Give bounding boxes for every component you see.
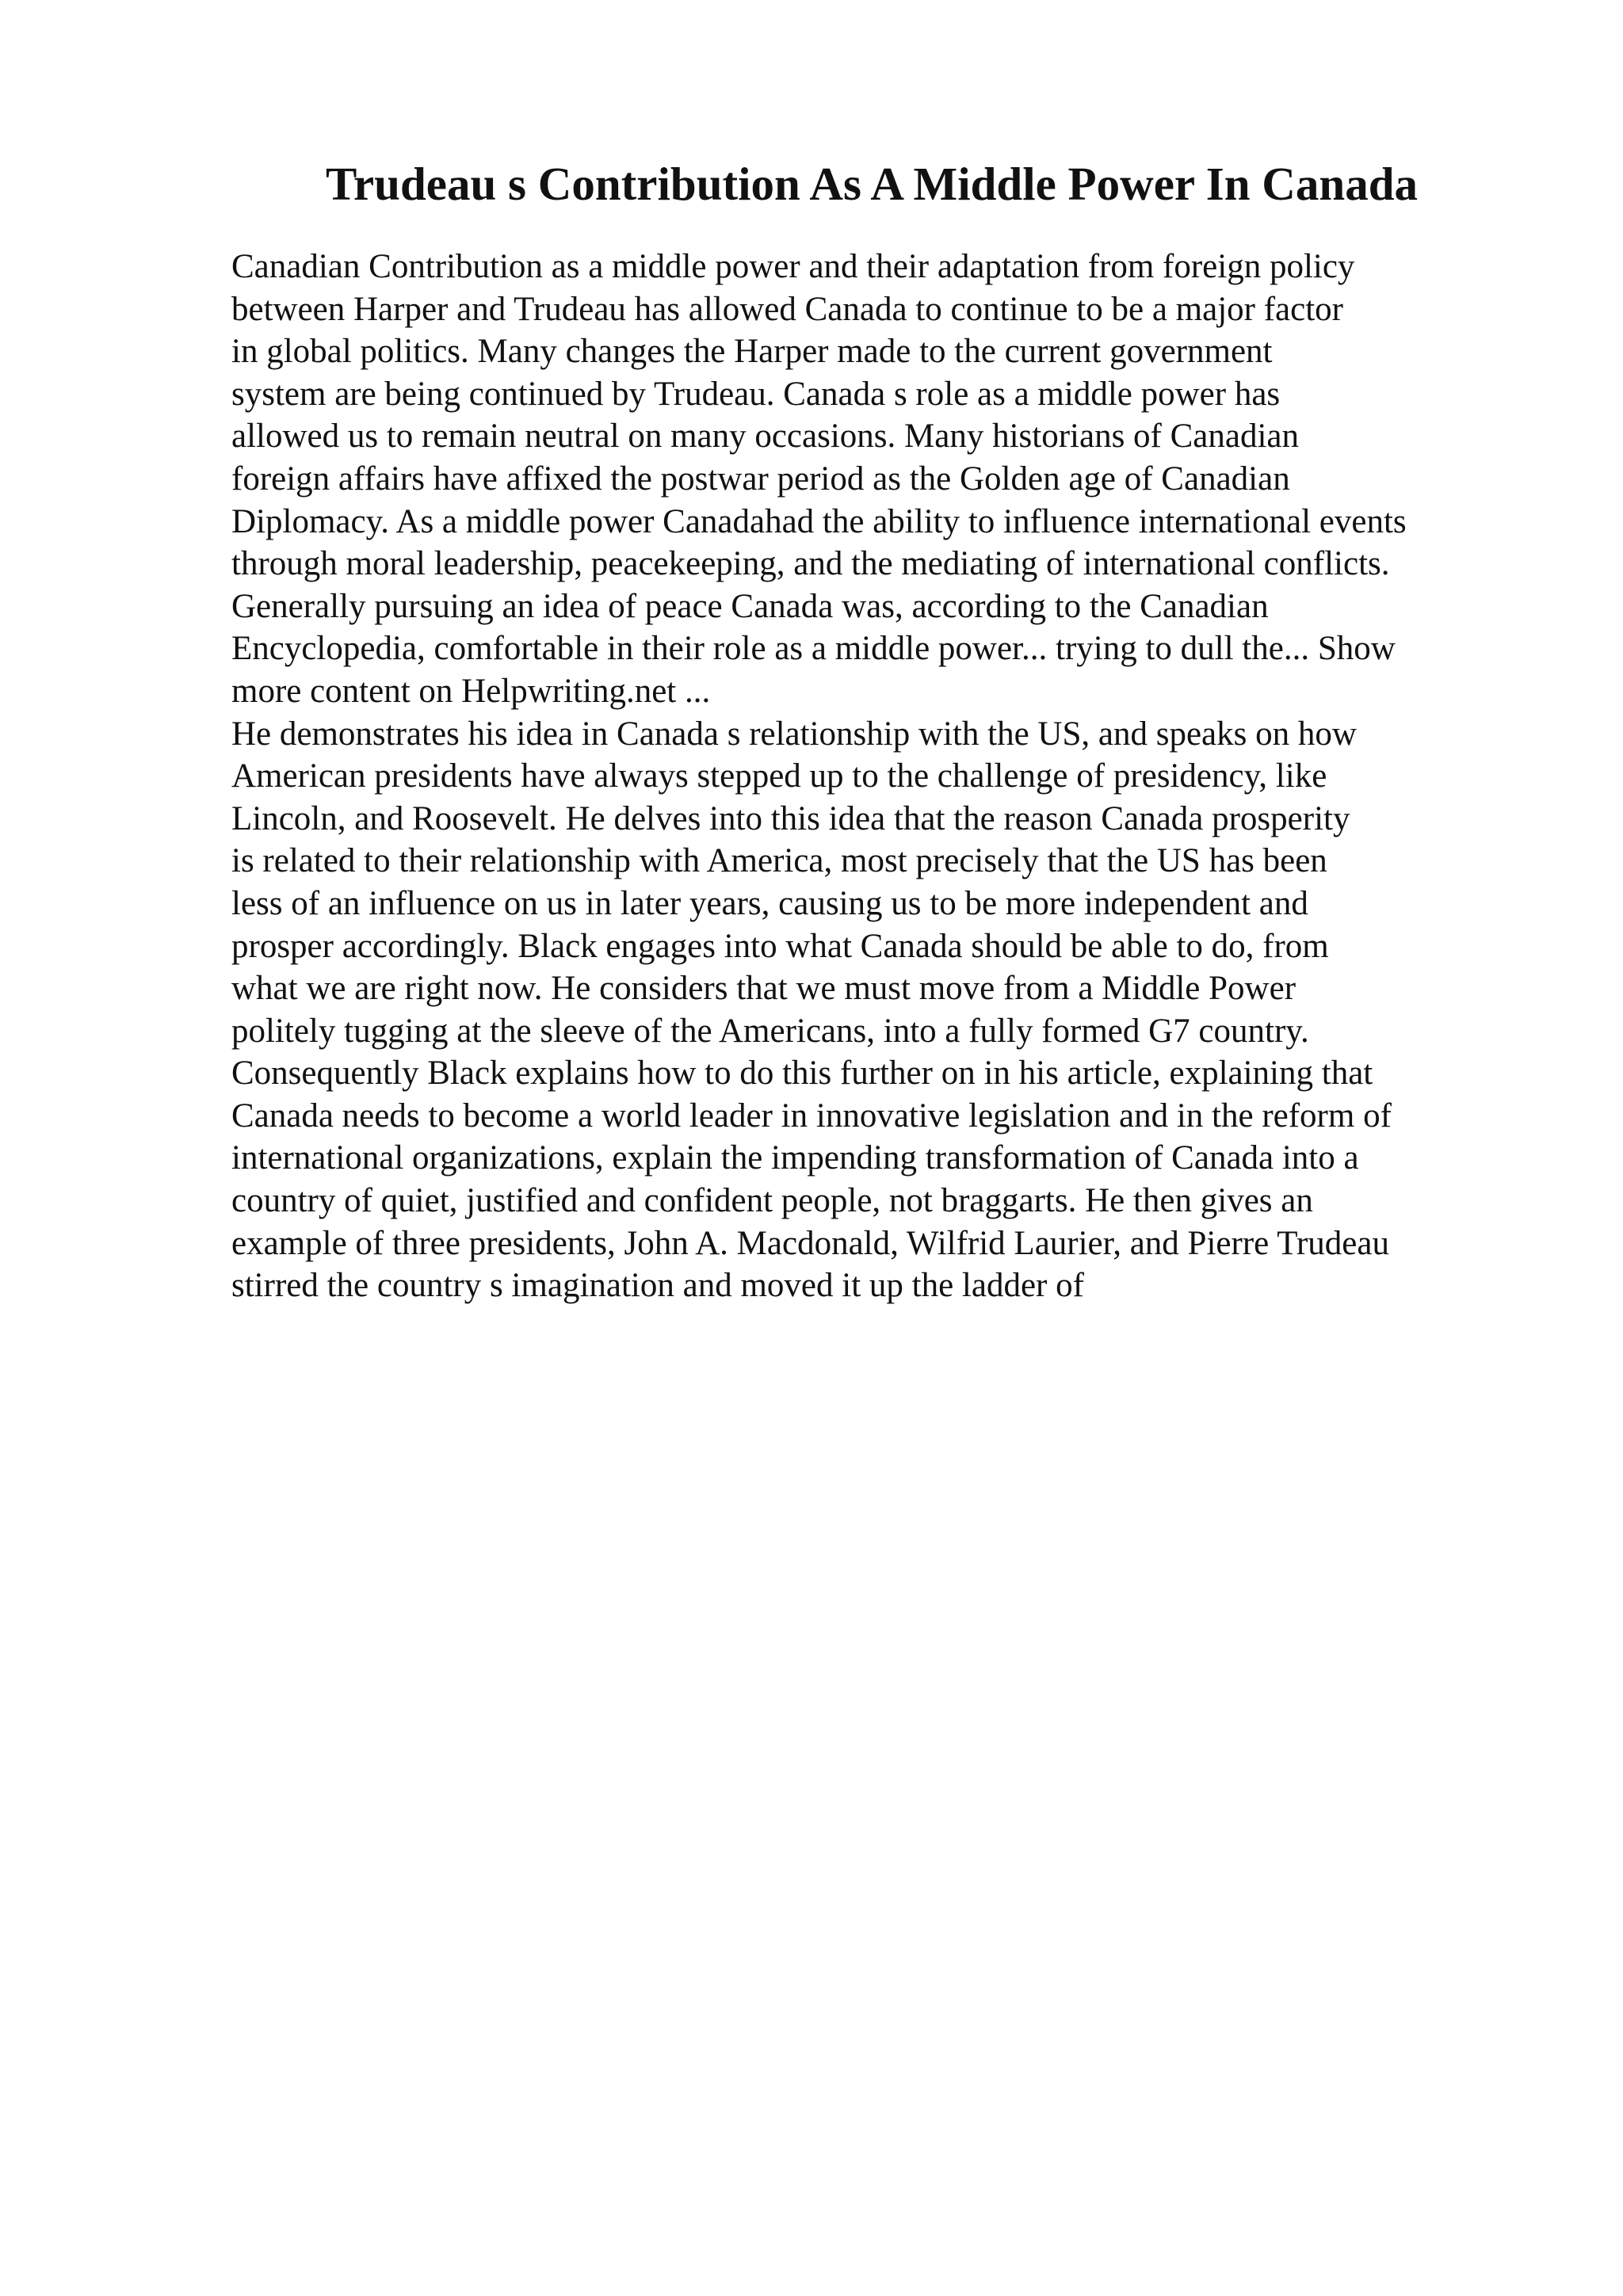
body-line: politely tugging at the sleeve of the Americans, into a fully formed G7 country. (231, 1012, 1309, 1050)
body-line: Encyclopedia, comfortable in their role as a middle power... trying to dull the... Show (231, 630, 1396, 668)
body-line: more content on Helpwriting.net ... (231, 672, 711, 710)
body-line: allowed us to remain neutral on many occasions. Many historians of Canadian (231, 418, 1300, 456)
body-line: through moral leadership, peacekeeping, and the mediating of international conflicts. (231, 545, 1390, 583)
body-line: system are being continued by Trudeau. Canada s role as a middle power has (231, 375, 1281, 413)
body-line: example of three presidents, John A. Macdonald, Wilfrid Laurier, and Pierre Trudeau (231, 1224, 1389, 1262)
body-line: less of an influence on us in later years, causing us to be more independent and (231, 884, 1308, 922)
body-line: Canada needs to become a world leader in innovative legislation and in the reform of (231, 1097, 1392, 1135)
body-line: is related to their relationship with America, most precisely that the US has been (231, 842, 1327, 880)
body-line: foreign affairs have affixed the postwar period as the Golden age of Canadian (231, 460, 1290, 498)
body-line: what we are right now. He considers that we must move from a Middle Power (231, 970, 1296, 1008)
body-line: country of quiet, justified and confident people, not braggarts. He then gives an (231, 1182, 1313, 1220)
body-line: between Harper and Trudeau has allowed Canada to continue to be a major factor (231, 290, 1343, 328)
document-body (231, 246, 1515, 1307)
body-line: He demonstrates his idea in Canada s relationship with the US, and speaks on how (231, 715, 1357, 753)
body-line: Consequently Black explains how to do this further on in his article, explaining that (231, 1055, 1373, 1093)
body-line: Lincoln, and Roosevelt. He delves into this idea that the reason Canada prosperity (231, 799, 1350, 837)
body-line: international organizations, explain the impending transformation of Canada into a (231, 1139, 1359, 1177)
body-line: Generally pursuing an idea of peace Canada was, according to the Canadian (231, 587, 1269, 625)
body-line: in global politics. Many changes the Harper made to the current government (231, 333, 1273, 371)
document-title: Trudeau s Contribution As A Middle Power In Canada (325, 158, 1419, 210)
body-line: Diplomacy. As a middle power Canadahad the ability to influence international events (231, 502, 1407, 540)
body-line: prosper accordingly. Black engages into what Canada should be able to do, from (231, 927, 1329, 965)
body-line: Canadian Contribution as a middle power and their adaptation from foreign policy (231, 248, 1355, 285)
body-line: American presidents have always stepped up to the challenge of presidency, like (231, 757, 1327, 795)
body-line: stirred the country s imagination and moved it up the ladder of (231, 1267, 1084, 1305)
